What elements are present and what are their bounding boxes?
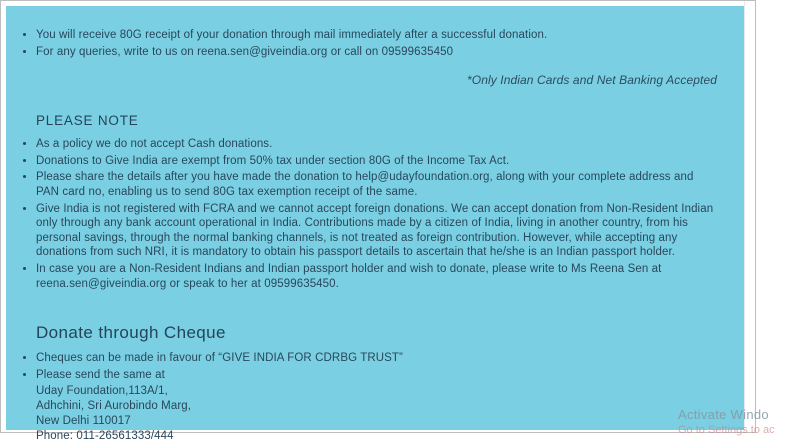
cheque-address-block: [36, 384, 717, 443]
donate-cheque-heading: Donate through Cheque: [36, 323, 226, 343]
list-item: • Give India is not registered with FCRA and we cannot accept foreign donations. We can accept donation from Non-Resident Indian only through any bank account operational in India. Contributions made by a citizen of India, living in another country, from his personal savings, through the normal banking channels, is not treated as foreign contribution. However, while accepting any donations from such NRI, it is mandatory to obtain his passport details to ascertain that he/she is an Indian passport holder.: [36, 202, 717, 260]
address-line: New Delhi 110017: [36, 414, 131, 427]
address-line: Uday Foundation,113A/1,: [36, 385, 168, 398]
page-edge-divider: [744, 1, 745, 432]
please-note-heading: PLEASE NOTE: [36, 113, 139, 129]
list-item: • Cheques can be made in favour of “GIVE INDIA FOR CDRBG TRUST”: [36, 351, 717, 366]
address-line: Phone: 011-26561333/444: [36, 429, 174, 442]
please-note-list: [19, 137, 717, 291]
watermark-line: Go to Settings to ac: [678, 424, 775, 436]
list-item: • As a policy we do not accept Cash donations.: [36, 137, 717, 152]
list-item: • Donations to Give India are exempt from 50% tax under section 80G of the Income Tax Act.: [36, 154, 717, 169]
watermark-line: Activate Windo: [678, 407, 769, 422]
cheque-list: [19, 351, 717, 382]
list-item: • Please send the same at: [36, 368, 717, 383]
top-notes-list: [19, 28, 717, 59]
list-item: • You will receive 80G receipt of your donation through mail immediately after a successful donation.: [36, 28, 717, 43]
list-item: • For any queries, write to us on reena.sen@giveindia.org or call on 09599635450: [36, 45, 717, 60]
list-item: • Please share the details after you have made the donation to help@udayfoundation.org, along with your complete address and PAN card no, enabling us to send 80G tax exemption receipt of the same.: [36, 170, 717, 199]
cards-accepted-note: *Only Indian Cards and Net Banking Accepted: [466, 73, 717, 88]
list-item: • In case you are a Non-Resident Indians and Indian passport holder and wish to donate, please write to Ms Reena Sen at reena.sen@giveindia.org or speak to her at 09599635450.: [36, 262, 717, 291]
address-line: Adhchini, Sri Aurobindo Marg,: [36, 400, 192, 413]
